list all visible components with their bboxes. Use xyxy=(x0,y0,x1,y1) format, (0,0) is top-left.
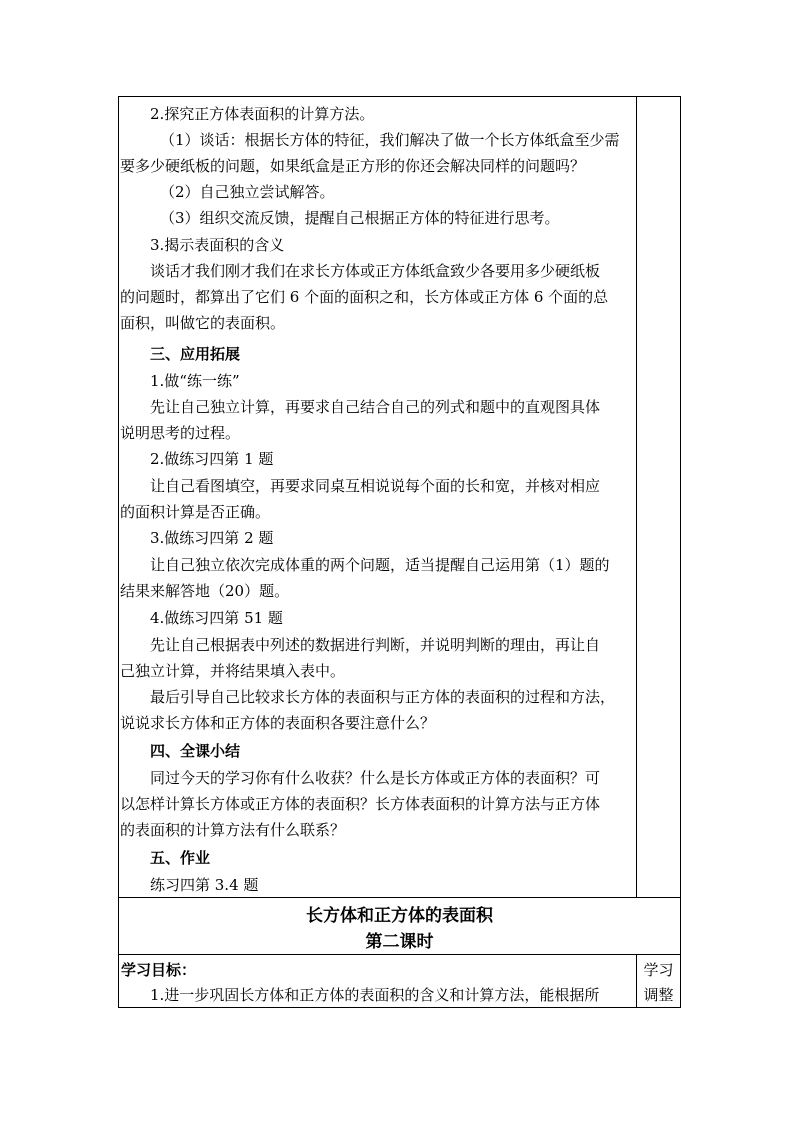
table-border-left xyxy=(118,96,119,1008)
paragraph: 面积，叫做它的表面积。 xyxy=(120,314,286,332)
paragraph: 结果来解答地（20）题。 xyxy=(120,582,290,600)
paragraph: 4.做练习四第 51 题 xyxy=(150,609,283,627)
row-divider-2 xyxy=(118,954,681,955)
paragraph: 先让自己独立计算，再要求自己结合自己的列式和题中的直观图具体 xyxy=(150,398,601,416)
paragraph: 以怎样计算长方体或正方体的表面积？长方体表面积的计算方法与正方体 xyxy=(120,795,601,813)
paragraph: （1）谈话：根据长方体的特征，我们解决了做一个长方体纸盒至少需 xyxy=(160,131,620,149)
paragraph: （3）组织交流反馈，提醒自己根据正方体的特征进行思考。 xyxy=(160,209,560,227)
side-label-adjust: 调整 xyxy=(643,986,674,1004)
paragraph: 让自己看图填空，再要求同桌互相说说每个面的长和宽，并核对相应 xyxy=(150,477,601,495)
table-border-top xyxy=(118,96,681,97)
section-heading: 五、作业 xyxy=(150,849,211,867)
goal-label: 学习目标： xyxy=(121,961,197,979)
paragraph: 谈话才我们刚才我们在求长方体或正方体纸盒致少各要用多少硬纸板 xyxy=(150,262,601,280)
paragraph: 让自己独立依次完成体重的两个问题，适当提醒自己运用第（1）题的 xyxy=(150,556,610,574)
paragraph: 说明思考的过程。 xyxy=(120,424,241,442)
paragraph: 练习四第 3.4 题 xyxy=(150,876,259,894)
side-label-study: 学习 xyxy=(643,961,674,979)
goal-text: 1.进一步巩固长方体和正方体的表面积的含义和计算方法，能根据所 xyxy=(150,986,600,1004)
paragraph: 要多少硬纸板的问题，如果纸盒是正方形的你还会解决同样的问题吗？ xyxy=(120,157,586,175)
table-border-right xyxy=(680,96,681,1008)
paragraph: 的问题时，都算出了它们 6 个面的面积之和，长方体或正方体 6 个面的总 xyxy=(120,288,609,306)
paragraph: 最后引导自己比较求长方体的表面积与正方体的表面积的过程和方法， xyxy=(150,688,616,706)
paragraph: 2.做练习四第 1 题 xyxy=(150,450,274,468)
paragraph: 的表面积的计算方法有什么联系？ xyxy=(120,821,346,839)
section-heading: 三、应用拓展 xyxy=(150,345,241,363)
paragraph: 1.做“练一练” xyxy=(150,372,240,390)
lesson-title: 长方体和正方体的表面积 xyxy=(306,906,493,926)
paragraph: 2.探究正方体表面积的计算方法。 xyxy=(150,105,375,123)
column-divider-upper xyxy=(636,96,637,898)
paragraph: （2）自己独立尝试解答。 xyxy=(160,183,335,201)
paragraph: 的面积计算是否正确。 xyxy=(120,503,271,521)
paragraph: 3.做练习四第 2 题 xyxy=(150,529,274,547)
paragraph: 先让自己根据表中列述的数据进行判断，并说明判断的理由，再让自 xyxy=(150,636,601,654)
paragraph: 说说求长方体和正方体的表面积各要注意什么？ xyxy=(120,714,436,732)
paragraph: 3.揭示表面积的含义 xyxy=(150,236,285,254)
paragraph: 同过今天的学习你有什么收获？什么是长方体或正方体的表面积？可 xyxy=(150,769,601,787)
section-heading: 四、全课小结 xyxy=(150,742,241,760)
paragraph: 己独立计算，并将结果填入表中。 xyxy=(120,662,346,680)
lesson-subtitle: 第二课时 xyxy=(365,932,434,952)
